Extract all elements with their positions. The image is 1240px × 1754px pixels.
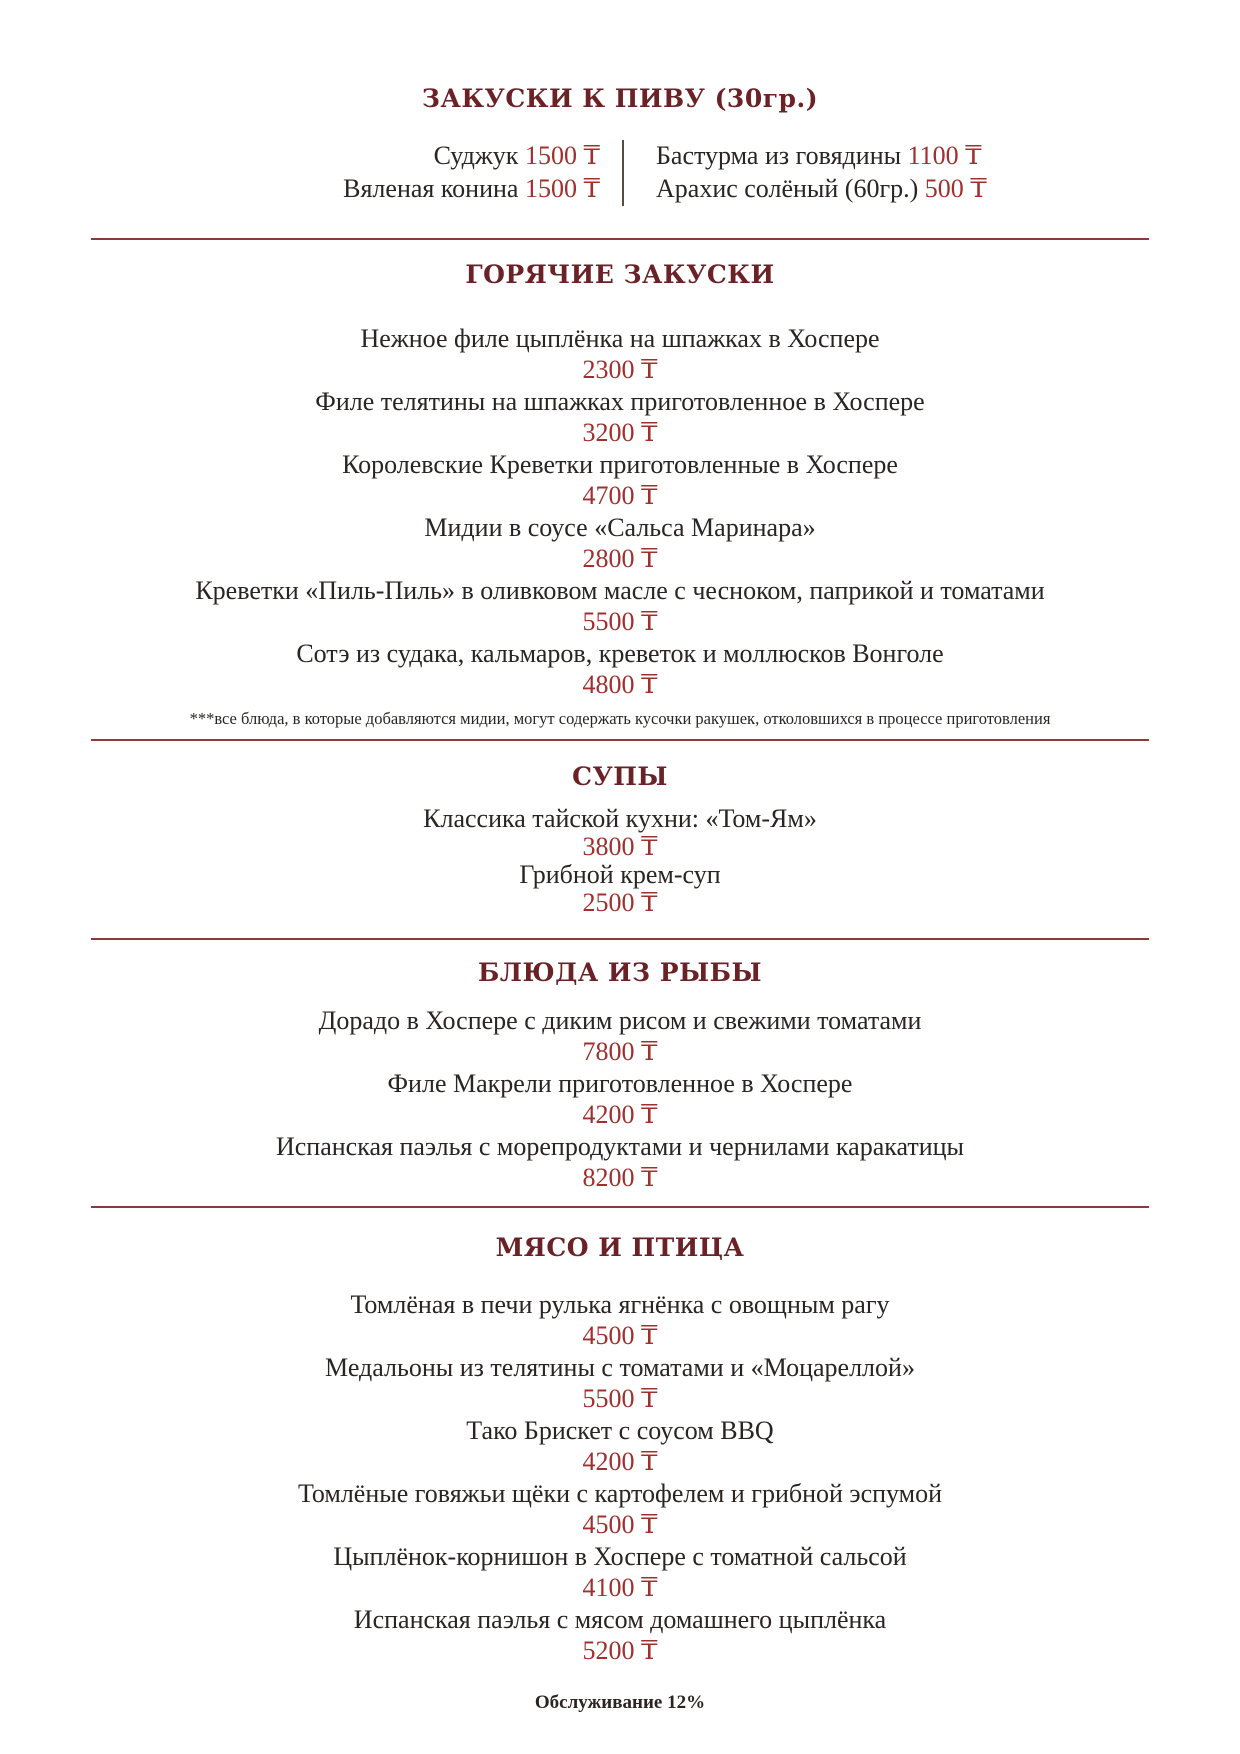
section-title-fish: БЛЮДА ИЗ РЫБЫ <box>477 958 763 987</box>
beer-item <box>656 174 987 204</box>
service-charge-note: Обслуживание 12% <box>534 1692 706 1713</box>
dish-name: Дорадо в Хоспере с диким рисом и свежими томатами <box>318 1006 922 1035</box>
dish-name: Грибной крем-суп <box>519 860 721 889</box>
dish-price: 4200 ₸ <box>582 1100 658 1129</box>
section-divider <box>91 739 1149 741</box>
dish-price: 5500 ₸ <box>582 1384 658 1413</box>
dish-price: 4100 ₸ <box>582 1573 658 1602</box>
dish-price: 5200 ₸ <box>582 1636 658 1665</box>
dish-name: Нежное филе цыплёнка на шпажках в Хоспере <box>360 324 880 353</box>
dish-price: 4200 ₸ <box>582 1447 658 1476</box>
item-price: 1500 ₸ <box>524 141 600 170</box>
dish-price: 8200 ₸ <box>582 1163 658 1192</box>
dish-name: Королевские Креветки приготовленные в Хоспере <box>342 450 898 479</box>
section-divider <box>91 238 1149 240</box>
item-price: 1500 ₸ <box>524 174 600 203</box>
dish-price: 4500 ₸ <box>582 1510 658 1539</box>
dish-name: Томлёные говяжьи щёки с картофелем и грибной эспумой <box>297 1479 943 1508</box>
item-price: 1100 ₸ <box>907 141 982 170</box>
dish-name: Мидии в соусе «Сальса Маринара» <box>424 513 816 542</box>
item-price: 500 ₸ <box>924 174 987 203</box>
dish-price: 2800 ₸ <box>582 544 658 573</box>
dish-name: Классика тайской кухни: «Том-Ям» <box>423 804 817 833</box>
column-divider <box>622 140 624 206</box>
dish-name: Испанская паэлья с мясом домашнего цыплёнка <box>353 1605 887 1634</box>
dish-name: Сотэ из судака, кальмаров, креветок и моллюсков Вонголе <box>296 639 944 668</box>
dish-name: Цыплёнок-корнишон в Хоспере с томатной сальсой <box>333 1542 907 1571</box>
dish-price: 4500 ₸ <box>582 1321 658 1350</box>
mussels-note: ***все блюда, в которые добавляются мидии, могут содержать кусочки ракушек, отколовшихся в процессе приготовления <box>189 709 1051 728</box>
dish-name: Томлёная в печи рулька ягнёнка с овощным рагу <box>350 1290 890 1319</box>
dish-name: Филе телятины на шпажках приготовленное в Хоспере <box>315 387 925 416</box>
dish-price: 7800 ₸ <box>582 1037 658 1066</box>
section-title-meat: МЯСО И ПТИЦА <box>495 1233 745 1262</box>
dish-name: Филе Макрели приготовленное в Хоспере <box>387 1069 853 1098</box>
dish-price: 4700 ₸ <box>582 481 658 510</box>
item-name: Суджук <box>433 141 519 170</box>
beer-item <box>656 141 982 171</box>
item-name: Вяленая конина <box>343 174 519 203</box>
dish-name: Креветки «Пиль-Пиль» в оливковом масле с чесноком, паприкой и томатами <box>195 576 1045 605</box>
dish-price: 3800 ₸ <box>582 832 658 861</box>
dish-name: Тако Брискет с соусом BBQ <box>466 1416 774 1445</box>
dish-price: 4800 ₸ <box>582 670 658 699</box>
dish-price: 2300 ₸ <box>582 355 658 384</box>
beer-item <box>434 141 600 171</box>
dish-price: 2500 ₸ <box>582 888 658 917</box>
item-name: Бастурма из говядины <box>656 141 902 170</box>
beer-item <box>343 174 600 204</box>
section-title-beer-snacks: ЗАКУСКИ К ПИВУ (30гр.) <box>421 84 819 113</box>
dish-name: Испанская паэлья с морепродуктами и чернилами каракатицы <box>275 1132 965 1161</box>
dish-price: 5500 ₸ <box>582 607 658 636</box>
section-title-hot-snacks: ГОРЯЧИЕ ЗАКУСКИ <box>465 260 775 289</box>
section-title-soups: СУПЫ <box>572 762 668 791</box>
section-divider <box>91 1206 1149 1208</box>
dish-name: Медальоны из телятины с томатами и «Моцареллой» <box>325 1353 915 1382</box>
section-divider <box>91 938 1149 940</box>
dish-price: 3200 ₸ <box>582 418 658 447</box>
item-name: Арахис солёный (60гр.) <box>656 174 919 203</box>
